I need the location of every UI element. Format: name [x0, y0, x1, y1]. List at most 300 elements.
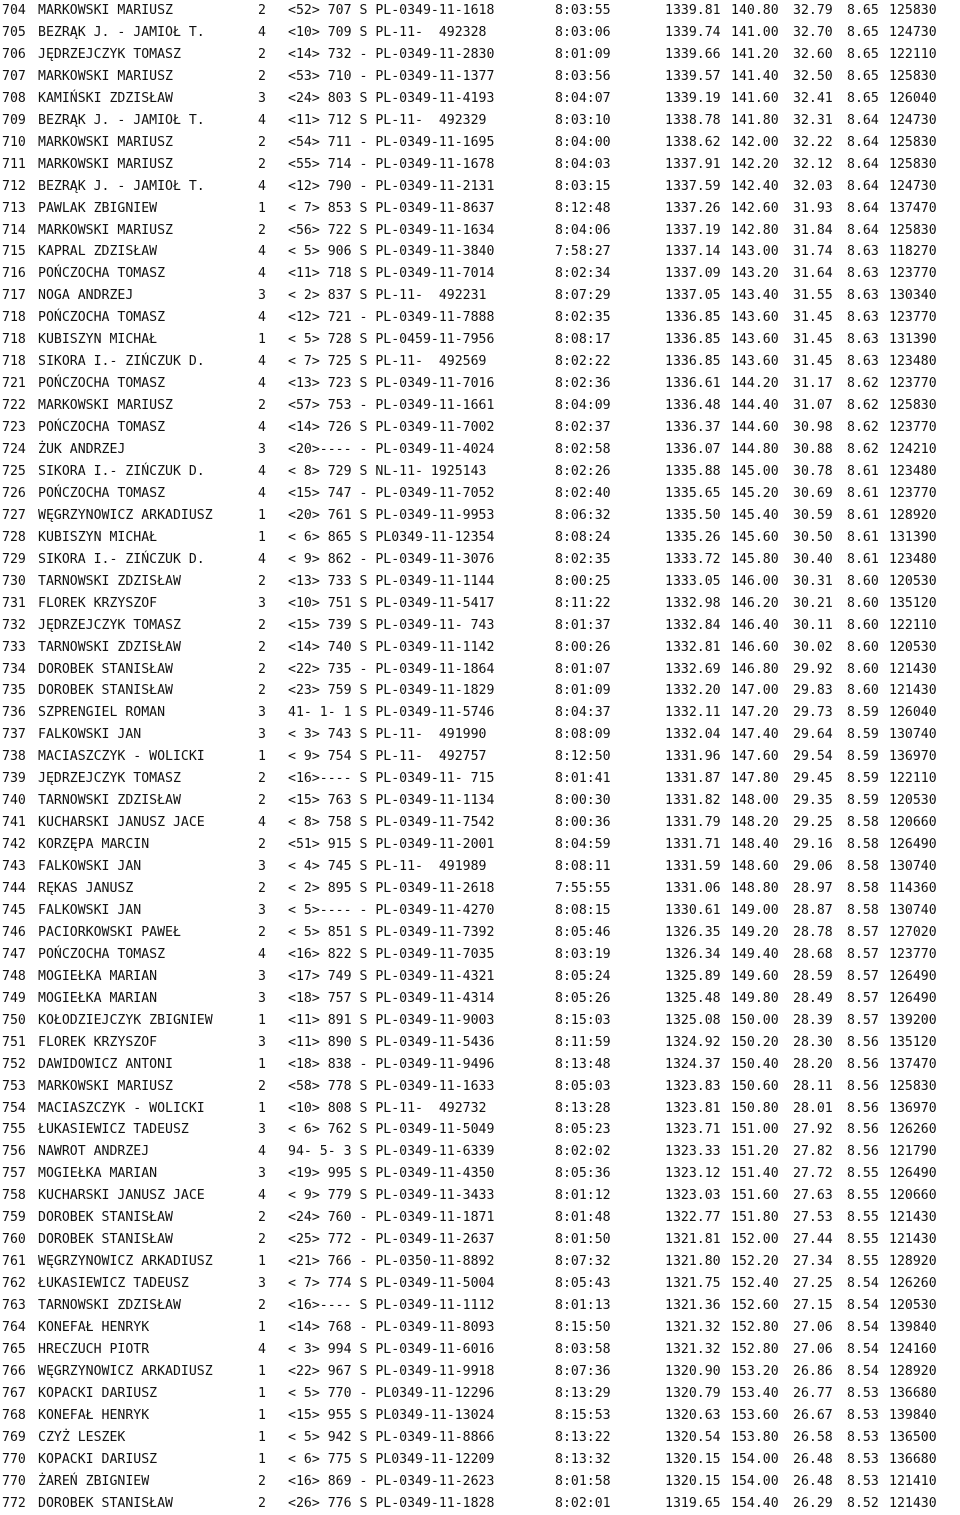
coefficient-value: 143.40	[731, 288, 779, 304]
club-code: 118270	[889, 244, 937, 260]
club-code: 125830	[889, 1078, 937, 1094]
arrival-time: 8:01:50	[555, 1232, 611, 1248]
result-row	[0, 1185, 960, 1207]
arrival-time: 8:12:48	[555, 200, 611, 216]
club-code: 122110	[889, 617, 937, 633]
section-number: 3	[258, 902, 266, 918]
arrival-time: 8:11:22	[555, 595, 611, 611]
result-row	[0, 132, 960, 154]
section-number: 2	[258, 3, 266, 18]
speed-value: 1323.33	[665, 1144, 721, 1160]
section-number: 3	[258, 595, 266, 611]
ring-number: <14> 740 S PL-0349-11-1142	[288, 639, 495, 655]
arrival-time: 8:02:02	[555, 1144, 611, 1160]
speed-value: 1336.61	[665, 376, 721, 392]
fancier-name: MOGIEŁKA MARIAN	[38, 990, 158, 1006]
ring-number: <26> 776 S PL-0349-11-1828	[288, 1495, 495, 1511]
speed-value: 1320.90	[665, 1363, 721, 1379]
points-value: 28.59	[793, 968, 833, 984]
points-value: 27.44	[793, 1232, 833, 1248]
result-row	[0, 593, 960, 615]
ring-number: <12> 790 - PL-0349-11-2131	[288, 178, 495, 194]
arrival-time: 8:04:06	[555, 222, 611, 238]
section-number: 4	[258, 815, 266, 831]
result-position: 746	[2, 924, 26, 940]
section-number: 1	[258, 1320, 266, 1335]
result-row	[0, 1251, 960, 1273]
speed-value: 1337.14	[665, 244, 721, 260]
coefficient-value: 146.00	[731, 573, 779, 589]
result-position: 722	[2, 398, 26, 414]
result-position: 718	[2, 354, 26, 370]
coefficient-value: 151.80	[731, 1210, 779, 1226]
result-row	[0, 22, 960, 44]
speed-value: 1336.85	[665, 354, 721, 370]
club-code: 123770	[889, 485, 937, 501]
index-value: 8.56	[847, 1144, 879, 1160]
arrival-time: 8:05:43	[555, 1276, 611, 1292]
speed-value: 1338.62	[665, 134, 721, 150]
index-value: 8.60	[847, 639, 879, 655]
fancier-name: FALKOWSKI JAN	[38, 902, 142, 918]
fancier-name: KOPACKI DARIUSZ	[38, 1385, 158, 1401]
speed-value: 1333.05	[665, 573, 721, 589]
speed-value: 1337.09	[665, 266, 721, 282]
ring-number: <10> 751 S PL-0349-11-5417	[288, 595, 495, 611]
arrival-time: 8:00:30	[555, 793, 611, 809]
club-code: 131390	[889, 529, 937, 545]
index-value: 8.61	[847, 463, 879, 479]
arrival-time: 8:02:01	[555, 1495, 611, 1511]
result-row	[0, 527, 960, 549]
points-value: 30.78	[793, 463, 833, 479]
section-number: 2	[258, 683, 266, 699]
arrival-time: 8:13:28	[555, 1100, 611, 1116]
club-code: 130740	[889, 902, 937, 918]
arrival-time: 8:07:32	[555, 1254, 611, 1270]
speed-value: 1337.05	[665, 288, 721, 304]
speed-value: 1332.84	[665, 617, 721, 633]
section-number: 2	[258, 1078, 266, 1094]
result-row	[0, 724, 960, 746]
ring-number: < 5> 728 S PL-0459-11-7956	[288, 332, 495, 348]
points-value: 31.45	[793, 310, 833, 326]
coefficient-value: 147.20	[731, 705, 779, 721]
ring-number: < 5> 906 S PL-0349-11-3840	[288, 244, 495, 260]
club-code: 123480	[889, 463, 937, 479]
index-value: 8.58	[847, 837, 879, 853]
club-code: 121430	[889, 683, 937, 699]
arrival-time: 8:03:56	[555, 68, 611, 84]
arrival-time: 8:05:46	[555, 924, 611, 940]
result-row	[0, 1141, 960, 1163]
speed-value: 1335.88	[665, 463, 721, 479]
index-value: 8.64	[847, 134, 879, 150]
index-value: 8.58	[847, 815, 879, 831]
club-code: 135120	[889, 595, 937, 611]
arrival-time: 8:01:09	[555, 46, 611, 62]
arrival-time: 8:02:37	[555, 420, 611, 436]
index-value: 8.61	[847, 507, 879, 523]
coefficient-value: 153.20	[731, 1363, 779, 1379]
points-value: 31.64	[793, 266, 833, 282]
section-number: 4	[258, 24, 266, 40]
speed-value: 1336.85	[665, 332, 721, 348]
points-value: 30.50	[793, 529, 833, 545]
result-position: 763	[2, 1298, 26, 1314]
result-position: 743	[2, 859, 26, 875]
club-code: 139840	[889, 1320, 937, 1335]
points-value: 26.29	[793, 1495, 833, 1511]
speed-value: 1332.69	[665, 661, 721, 677]
fancier-name: SZPRENGIEL ROMAN	[38, 705, 166, 721]
fancier-name: KUCHARSKI JANUSZ JACE	[38, 1188, 205, 1204]
index-value: 8.58	[847, 902, 879, 918]
ring-number: <14> 768 - PL-0349-11-8093	[288, 1320, 495, 1335]
club-code: 130740	[889, 727, 937, 743]
result-row	[0, 1427, 960, 1449]
index-value: 8.59	[847, 727, 879, 743]
index-value: 8.57	[847, 968, 879, 984]
points-value: 30.59	[793, 507, 833, 523]
result-position: 733	[2, 639, 26, 655]
section-number: 2	[258, 771, 266, 787]
result-row	[0, 966, 960, 988]
points-value: 32.50	[793, 68, 833, 84]
club-code: 121430	[889, 1232, 937, 1248]
result-position: 758	[2, 1188, 26, 1204]
index-value: 8.62	[847, 376, 879, 392]
section-number: 4	[258, 1341, 266, 1357]
section-number: 2	[258, 1210, 266, 1226]
section-number: 1	[258, 1100, 266, 1116]
speed-value: 1332.81	[665, 639, 721, 655]
arrival-time: 8:07:29	[555, 288, 611, 304]
section-number: 1	[258, 200, 266, 216]
speed-value: 1331.06	[665, 881, 721, 896]
club-code: 122110	[889, 771, 937, 787]
speed-value: 1321.32	[665, 1320, 721, 1335]
club-code: 125830	[889, 398, 937, 414]
points-value: 32.60	[793, 46, 833, 62]
coefficient-value: 146.60	[731, 639, 779, 655]
speed-value: 1332.98	[665, 595, 721, 611]
coefficient-value: 144.20	[731, 376, 779, 392]
result-position: 769	[2, 1429, 26, 1445]
ring-number: <15> 955 S PL0349-11-13024	[288, 1407, 495, 1423]
index-value: 8.64	[847, 200, 879, 216]
ring-number: < 6> 775 S PL0349-11-12209	[288, 1451, 495, 1467]
coefficient-value: 145.60	[731, 529, 779, 545]
fancier-name: BEZRĄK J. - JAMIOŁ T.	[38, 178, 205, 194]
section-number: 4	[258, 946, 266, 962]
club-code: 137470	[889, 1056, 937, 1072]
arrival-time: 8:02:35	[555, 310, 611, 326]
index-value: 8.56	[847, 1100, 879, 1116]
points-value: 32.31	[793, 112, 833, 128]
result-position: 710	[2, 134, 26, 150]
ring-number: < 8> 758 S PL-0349-11-7542	[288, 815, 495, 831]
section-number: 2	[258, 881, 266, 896]
section-number: 4	[258, 244, 266, 260]
arrival-time: 8:05:36	[555, 1166, 611, 1182]
arrival-time: 8:01:07	[555, 661, 611, 677]
points-value: 31.84	[793, 222, 833, 238]
points-value: 28.11	[793, 1078, 833, 1094]
result-row	[0, 1163, 960, 1185]
arrival-time: 8:06:32	[555, 507, 611, 523]
club-code: 125830	[889, 68, 937, 84]
coefficient-value: 145.00	[731, 463, 779, 479]
points-value: 27.06	[793, 1341, 833, 1357]
result-position: 757	[2, 1166, 26, 1182]
coefficient-value: 150.00	[731, 1012, 779, 1028]
club-code: 121430	[889, 1495, 937, 1511]
section-number: 2	[258, 573, 266, 589]
result-row	[0, 1449, 960, 1471]
result-position: 712	[2, 178, 26, 194]
speed-value: 1331.82	[665, 793, 721, 809]
points-value: 29.64	[793, 727, 833, 743]
club-code: 128920	[889, 1254, 937, 1270]
ring-number: < 4> 745 S PL-11- 491989	[288, 859, 487, 875]
arrival-time: 8:00:36	[555, 815, 611, 831]
result-position: 732	[2, 617, 26, 633]
coefficient-value: 144.80	[731, 442, 779, 457]
points-value: 27.15	[793, 1298, 833, 1314]
points-value: 28.68	[793, 946, 833, 962]
ring-number: <11> 891 S PL-0349-11-9003	[288, 1012, 495, 1028]
coefficient-value: 148.60	[731, 859, 779, 875]
fancier-name: POŃCZOCHA TOMASZ	[38, 266, 166, 282]
coefficient-value: 145.40	[731, 507, 779, 523]
speed-value: 1324.92	[665, 1034, 721, 1050]
result-position: 723	[2, 420, 26, 436]
ring-number: < 9> 862 - PL-0349-11-3076	[288, 551, 495, 567]
speed-value: 1332.20	[665, 683, 721, 699]
fancier-name: MARKOWSKI MARIUSZ	[38, 156, 173, 172]
section-number: 1	[258, 1429, 266, 1445]
arrival-time: 8:02:34	[555, 266, 611, 282]
fancier-name: FALKOWSKI JAN	[38, 727, 142, 743]
index-value: 8.54	[847, 1276, 879, 1292]
points-value: 26.67	[793, 1407, 833, 1423]
points-value: 27.63	[793, 1188, 833, 1204]
section-number: 4	[258, 1188, 266, 1204]
result-row	[0, 417, 960, 439]
result-row	[0, 263, 960, 285]
result-position: 754	[2, 1100, 26, 1116]
arrival-time: 8:00:26	[555, 639, 611, 655]
speed-value: 1320.15	[665, 1451, 721, 1467]
result-position: 741	[2, 815, 26, 831]
ring-number: < 7> 853 S PL-0349-11-8637	[288, 200, 495, 216]
section-number: 3	[258, 727, 266, 743]
coefficient-value: 143.60	[731, 332, 779, 348]
speed-value: 1336.48	[665, 398, 721, 414]
coefficient-value: 142.80	[731, 222, 779, 238]
coefficient-value: 149.80	[731, 990, 779, 1006]
section-number: 3	[258, 1122, 266, 1138]
points-value: 30.21	[793, 595, 833, 611]
result-position: 770	[2, 1473, 26, 1489]
speed-value: 1337.26	[665, 200, 721, 216]
index-value: 8.58	[847, 881, 879, 896]
section-number: 3	[258, 288, 266, 304]
club-code: 125830	[889, 156, 937, 172]
points-value: 28.20	[793, 1056, 833, 1072]
result-position: 742	[2, 837, 26, 853]
result-row	[0, 44, 960, 66]
points-value: 31.93	[793, 200, 833, 216]
arrival-time: 8:04:09	[555, 398, 611, 414]
result-position: 759	[2, 1210, 26, 1226]
result-row	[0, 856, 960, 878]
ring-number: <11> 890 S PL-0349-11-5436	[288, 1034, 495, 1050]
index-value: 8.62	[847, 420, 879, 436]
result-position: 748	[2, 968, 26, 984]
speed-value: 1336.85	[665, 310, 721, 326]
coefficient-value: 142.00	[731, 134, 779, 150]
club-code: 139840	[889, 1407, 937, 1423]
result-row	[0, 768, 960, 790]
section-number: 2	[258, 1473, 266, 1489]
club-code: 123480	[889, 354, 937, 370]
arrival-time: 8:04:59	[555, 837, 611, 853]
speed-value: 1323.81	[665, 1100, 721, 1116]
ring-number: <10> 709 S PL-11- 492328	[288, 24, 487, 40]
coefficient-value: 149.60	[731, 968, 779, 984]
ring-number: < 2> 895 S PL-0349-11-2618	[288, 881, 495, 896]
section-number: 1	[258, 1451, 266, 1467]
points-value: 26.48	[793, 1451, 833, 1467]
result-position: 725	[2, 463, 26, 479]
speed-value: 1330.61	[665, 902, 721, 918]
speed-value: 1320.79	[665, 1385, 721, 1401]
ring-number: 94- 5- 3 S PL-0349-11-6339	[288, 1144, 495, 1160]
fancier-name: SIKORA I.- ZIŃCZUK D.	[38, 551, 205, 567]
coefficient-value: 148.80	[731, 881, 779, 896]
ring-number: <18> 838 - PL-0349-11-9496	[288, 1056, 495, 1072]
result-row	[0, 1317, 960, 1339]
result-position: 726	[2, 485, 26, 501]
result-position: 762	[2, 1276, 26, 1292]
fancier-name: KONEFAŁ HENRYK	[38, 1407, 150, 1423]
section-number: 2	[258, 68, 266, 84]
result-row	[0, 1229, 960, 1251]
result-row	[0, 220, 960, 242]
coefficient-value: 145.80	[731, 551, 779, 567]
coefficient-value: 154.40	[731, 1495, 779, 1511]
speed-value: 1331.87	[665, 771, 721, 787]
result-row	[0, 241, 960, 263]
result-position: 756	[2, 1144, 26, 1160]
ring-number: 41- 1- 1 S PL-0349-11-5746	[288, 705, 495, 721]
club-code: 126260	[889, 1276, 937, 1292]
speed-value: 1331.79	[665, 815, 721, 831]
coefficient-value: 142.60	[731, 200, 779, 216]
club-code: 136680	[889, 1451, 937, 1467]
speed-value: 1323.12	[665, 1166, 721, 1182]
ring-number: <12> 721 - PL-0349-11-7888	[288, 310, 495, 326]
ring-number: < 3> 994 S PL-0349-11-6016	[288, 1341, 495, 1357]
coefficient-value: 150.60	[731, 1078, 779, 1094]
result-position: 734	[2, 661, 26, 677]
fancier-name: DOROBEK STANISŁAW	[38, 1210, 173, 1226]
speed-value: 1323.71	[665, 1122, 721, 1138]
index-value: 8.65	[847, 46, 879, 62]
fancier-name: ŁUKASIEWICZ TADEUSZ	[38, 1276, 189, 1292]
index-value: 8.55	[847, 1232, 879, 1248]
club-code: 127020	[889, 924, 937, 940]
speed-value: 1320.15	[665, 1473, 721, 1489]
ring-number: <17> 749 S PL-0349-11-4321	[288, 968, 495, 984]
points-value: 27.25	[793, 1276, 833, 1292]
result-row	[0, 1098, 960, 1120]
points-value: 29.73	[793, 705, 833, 721]
club-code: 123770	[889, 266, 937, 282]
speed-value: 1337.19	[665, 222, 721, 238]
fancier-name: SIKORA I.- ZIŃCZUK D.	[38, 354, 205, 370]
ring-number: <18> 757 S PL-0349-11-4314	[288, 990, 495, 1006]
coefficient-value: 142.20	[731, 156, 779, 172]
ring-number: < 7> 725 S PL-11- 492569	[288, 354, 487, 370]
arrival-time: 8:08:24	[555, 529, 611, 545]
ring-number: <10> 808 S PL-11- 492732	[288, 1100, 487, 1116]
ring-number: <14> 726 S PL-0349-11-7002	[288, 420, 495, 436]
coefficient-value: 152.20	[731, 1254, 779, 1270]
points-value: 32.41	[793, 90, 833, 106]
result-position: 718	[2, 332, 26, 348]
result-row	[0, 198, 960, 220]
section-number: 2	[258, 793, 266, 809]
coefficient-value: 151.60	[731, 1188, 779, 1204]
arrival-time: 8:01:41	[555, 771, 611, 787]
arrival-time: 8:00:25	[555, 573, 611, 589]
speed-value: 1331.71	[665, 837, 721, 853]
result-row	[0, 439, 960, 461]
coefficient-value: 148.40	[731, 837, 779, 853]
index-value: 8.56	[847, 1034, 879, 1050]
result-position: 761	[2, 1254, 26, 1270]
arrival-time: 8:03:10	[555, 112, 611, 128]
section-number: 2	[258, 134, 266, 150]
arrival-time: 8:02:40	[555, 485, 611, 501]
index-value: 8.63	[847, 266, 879, 282]
club-code: 136680	[889, 1385, 937, 1401]
fancier-name: DAWIDOWICZ ANTONI	[38, 1056, 173, 1072]
arrival-time: 8:08:17	[555, 332, 611, 348]
section-number: 1	[258, 1254, 266, 1270]
club-code: 125830	[889, 3, 937, 18]
result-position: 706	[2, 46, 26, 62]
club-code: 123770	[889, 946, 937, 962]
points-value: 26.48	[793, 1473, 833, 1489]
fancier-name: SIKORA I.- ZIŃCZUK D.	[38, 463, 205, 479]
result-position: 731	[2, 595, 26, 611]
coefficient-value: 150.40	[731, 1056, 779, 1072]
section-number: 4	[258, 354, 266, 370]
arrival-time: 8:03:06	[555, 24, 611, 40]
speed-value: 1339.19	[665, 90, 721, 106]
index-value: 8.64	[847, 156, 879, 172]
result-position: 714	[2, 222, 26, 238]
arrival-time: 8:02:35	[555, 551, 611, 567]
result-position: 765	[2, 1341, 26, 1357]
section-number: 4	[258, 420, 266, 436]
ring-number: <54> 711 - PL-0349-11-1695	[288, 134, 495, 150]
points-value: 27.06	[793, 1320, 833, 1335]
